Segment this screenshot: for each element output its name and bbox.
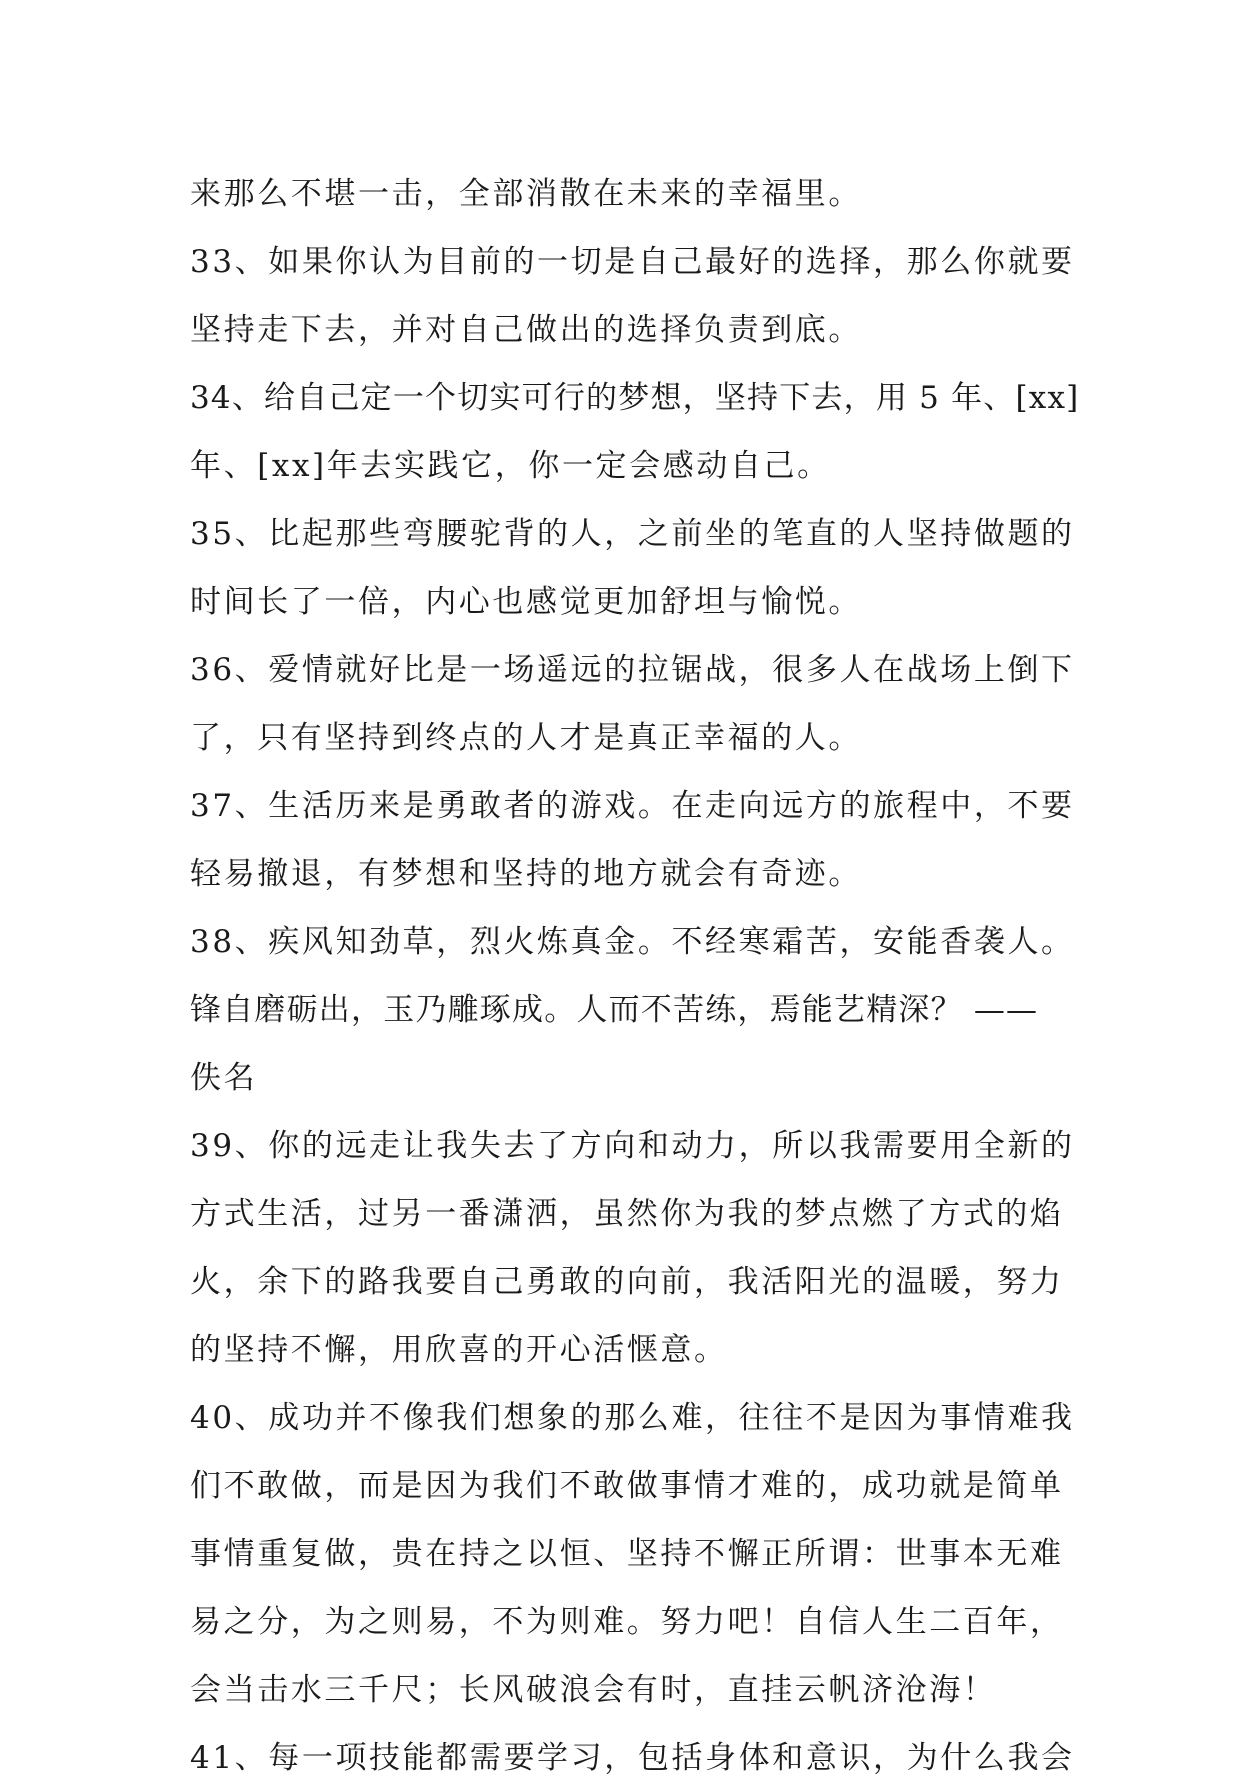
text-line: 轻易撤退，有梦想和坚持的地方就会有奇迹。 — [190, 856, 862, 892]
text-line: 坚持走下去，并对自己做出的选择负责到底。 — [190, 312, 862, 348]
text-line: 35、比起那些弯腰驼背的人，之前坐的笔直的人坚持做题的 — [190, 516, 1075, 552]
text-line: 33、如果你认为目前的一切是自己最好的选择，那么你就要 — [190, 244, 1075, 280]
text-line: 的坚持不懈，用欣喜的开心活惬意。 — [190, 1332, 728, 1368]
text-line: 37、生活历来是勇敢者的游戏。在走向远方的旅程中，不要 — [190, 788, 1075, 824]
text-line: 年、[xx]年去实践它，你一定会感动自己。 — [190, 448, 831, 484]
text-line: 事情重复做，贵在持之以恒、坚持不懈正所谓：世事本无难 — [190, 1536, 1064, 1572]
text-line: 火，余下的路我要自己勇敢的向前，我活阳光的温暖，努力 — [190, 1264, 1064, 1300]
text-line: 会当击水三千尺；长风破浪会有时，直挂云帆济沧海！ — [190, 1672, 997, 1708]
text-line: 来那么不堪一击，全部消散在未来的幸福里。 — [190, 176, 862, 212]
text-line: 41、每一项技能都需要学习，包括身体和意识，为什么我会 — [190, 1740, 1075, 1776]
text-line: 方式生活，过另一番潇洒，虽然你为我的梦点燃了方式的焰 — [190, 1196, 1064, 1232]
text-line: 38、疾风知劲草，烈火炼真金。不经寒霜苦，安能香袭人。 — [190, 924, 1075, 960]
text-line: 锋自磨砺出，玉乃雕琢成。人而不苦练，焉能艺精深？ —— — [190, 992, 1039, 1028]
text-line: 易之分，为之则易，不为则难。努力吧！自信人生二百年， — [190, 1604, 1064, 1640]
text-line: 时间长了一倍，内心也感觉更加舒坦与愉悦。 — [190, 584, 862, 620]
text-line: 们不敢做，而是因为我们不敢做事情才难的，成功就是简单 — [190, 1468, 1064, 1504]
text-line: 40、成功并不像我们想象的那么难，往往不是因为事情难我 — [190, 1400, 1075, 1436]
text-line: 39、你的远走让我失去了方向和动力，所以我需要用全新的 — [190, 1128, 1075, 1164]
text-line: 佚名 — [190, 1060, 258, 1096]
text-line: 了，只有坚持到终点的人才是真正幸福的人。 — [190, 720, 862, 756]
text-line: 36、爱情就好比是一场遥远的拉锯战，很多人在战场上倒下 — [190, 652, 1075, 688]
document-body — [190, 160, 1080, 1792]
text-line: 34、给自己定一个切实可行的梦想，坚持下去，用 5 年、[xx] — [190, 380, 1080, 416]
